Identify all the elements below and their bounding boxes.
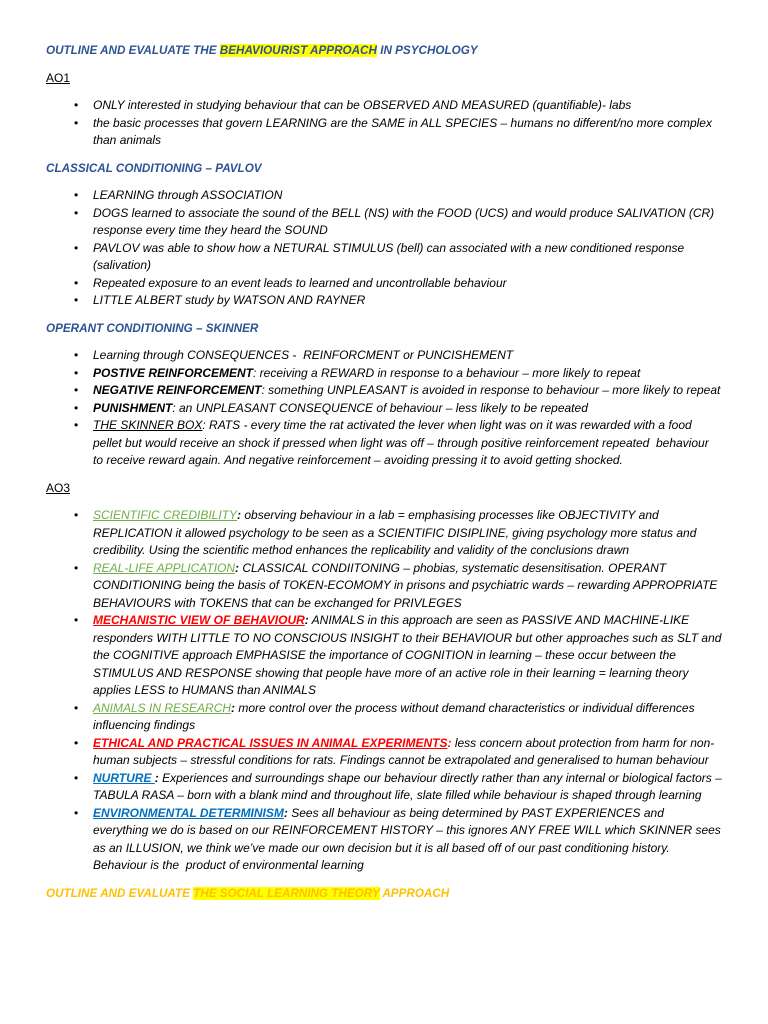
list-item-text: PAVLOV was able to show how a NETURAL STIMULUS (bell) can associated with a new conditioned response (salivation)	[93, 240, 688, 272]
ao1-list	[46, 97, 722, 150]
list-item-text: ONLY interested in studying behaviour that can be OBSERVED AND MEASURED (quantifiable)- labs	[93, 98, 632, 112]
list-item-text: Learning through CONSEQUENCES - REINFORCMENT or PUNCISHEMENT	[93, 348, 514, 362]
list-item	[93, 365, 722, 383]
label-separator: :	[231, 700, 236, 715]
list-item-text: : receiving a REWARD in response to a behaviour – more likely to repeat	[253, 365, 641, 380]
term-label: POSTIVE REINFORCEMENT	[93, 365, 254, 380]
list-item-text: : an UNPLEASANT CONSEQUENCE of behaviour – less likely to be repeated	[172, 400, 588, 415]
next-title-text-end: APPROACH	[379, 886, 450, 900]
list-item-text: : something UNPLEASANT is avoided in response to behaviour – more likely to repeat	[261, 383, 721, 397]
list-item	[93, 275, 722, 293]
list-item-text: DOGS learned to associate the sound of the BELL (NS) with the FOOD (UCS) and would produce SALIVATION (CR) response every time they heard the SOUND	[93, 205, 718, 237]
evaluation-point-label: REAL-LIFE APPLICATION	[93, 560, 236, 575]
ao1-heading: AO1	[46, 70, 71, 85]
label-separator: :	[237, 508, 242, 522]
list-item	[93, 292, 722, 310]
title-text-end: IN PSYCHOLOGY	[376, 44, 478, 57]
evaluation-point-text: ANIMALS in this approach are seen as PASSIVE AND MACHINE-LIKE responders WITH LITTLE TO NO CONSCIOUS INSIGHT to their BEHAVIOUR but other approaches such as SLT and the COGNITIVE approach EMPHASISE the importance of COGNITION in learning – these occur between the STIMULUS AND RESPONSE showing that people have more of an active role in their learning = learning theory applies LESS to HUMANS than ANIMALS	[93, 613, 725, 697]
list-item-text: LEARNING through ASSOCIATION	[93, 188, 283, 202]
evaluation-point	[93, 507, 722, 560]
term-label: PUNISHMENT	[93, 400, 173, 415]
list-item-text: : RATS - every time the rat activated the lever when light was on it was rewarded with a food pellet but would receive an shock if pressed when light was off – through positive reinforcement repeated behaviour to receive reward again. And negative reinforcement – avoiding pressing it to avoid getting shocked.	[93, 418, 713, 467]
evaluation-point-text: less concern about protection from harm for non-human subjects – stressful conditions for rats. Findings cannot be extrapolated and generalised to human behaviour	[93, 735, 715, 767]
evaluation-point-text: observing behaviour in a lab = emphasising processes like OBJECTIVITY and REPLICATION it allowed psychology to be seen as a SCIENTIFIC DISIPLINE, giving psychology more status and credibility. Using the scientific method enhances the replicability and validity of the conclusions drawn	[93, 508, 700, 557]
title-text: OUTLINE AND EVALUATE THE	[46, 44, 220, 57]
next-title-highlight: THE SOCIAL LEARNING THEORY	[193, 886, 380, 900]
label-separator: :	[235, 560, 240, 575]
evaluation-point-label: MECHANISTIC VIEW OF BEHAVIOUR	[93, 613, 305, 627]
list-item-text: LITTLE ALBERT study by WATSON AND RAYNER	[93, 293, 366, 307]
evaluation-point-text: Sees all behaviour as being determined by PAST EXPERIENCES and everything we do is based on our REINFORCEMENT HISTORY – this ignores ANY FREE WILL which SKINNER sees as an ILLUSION, we think we’ve made our own decision but it is all based off of our past conditioning history. Behaviour is the product of environmental learning	[93, 805, 725, 872]
list-item-text: the basic processes that govern LEARNING are the SAME in ALL SPECIES – humans no different/no more complex than animals	[93, 115, 716, 147]
ao3-list	[46, 507, 726, 875]
list-item	[93, 205, 722, 240]
evaluation-point	[93, 612, 725, 700]
term-label: THE SKINNER BOX	[93, 418, 203, 432]
document-title	[46, 42, 722, 60]
evaluation-point-text: more control over the process without demand characteristics or individual differences influencing findings	[93, 700, 698, 732]
ao3-heading: AO3	[46, 480, 71, 495]
label-separator: :	[447, 735, 452, 750]
operant-conditioning-list	[46, 347, 722, 470]
classical-conditioning-heading: CLASSICAL CONDITIONING – PAVLOV	[46, 161, 262, 175]
evaluation-point	[93, 735, 722, 770]
evaluation-point	[93, 700, 722, 735]
title-highlight: BEHAVIOURIST APPROACH	[219, 44, 377, 57]
list-item	[93, 347, 722, 365]
evaluation-point	[93, 560, 722, 613]
list-item	[93, 97, 722, 115]
list-item	[93, 417, 722, 470]
label-separator: :	[304, 613, 309, 627]
evaluation-point-text: Experiences and surroundings shape our behaviour directly rather than any internal or biological factors – TABULA RASA – born with a blank mind and throughout life, slate filled while behaviour is shaped through learning	[93, 770, 726, 802]
evaluation-point	[93, 805, 725, 875]
next-title-text: OUTLINE AND EVALUATE	[46, 886, 194, 900]
list-item	[93, 115, 722, 150]
list-item-text: Repeated exposure to an event leads to learned and uncontrollable behaviour	[93, 275, 507, 290]
evaluation-point	[93, 770, 726, 805]
list-item	[93, 187, 722, 205]
list-item	[93, 382, 722, 400]
evaluation-point-text: CLASSICAL CONDIITONING – phobias, systematic desensitisation. OPERANT CONDITIONING being the basis of TOKEN-ECOMOMY in prisons and psychiatric wards – rewarding APPROPRIATE BEHAVIOURS with TOKENS that can be exchanged for PRIVLEGES	[93, 560, 721, 610]
list-item	[93, 240, 722, 275]
classical-conditioning-list	[46, 187, 722, 310]
evaluation-point-label: ETHICAL AND PRACTICAL ISSUES IN ANIMAL EXPERIMENTS	[93, 735, 448, 750]
evaluation-point-label: NURTURE	[93, 770, 155, 785]
label-separator: :	[283, 805, 288, 820]
term-label: NEGATIVE REINFORCEMENT	[93, 383, 262, 397]
label-separator: :	[154, 770, 159, 785]
evaluation-point-label: ENVIRONMENTAL DETERMINISM	[93, 805, 284, 820]
list-item	[93, 400, 722, 418]
operant-conditioning-heading: OPERANT CONDITIONING – SKINNER	[46, 321, 259, 335]
evaluation-point-label: ANIMALS IN RESEARCH	[93, 700, 232, 715]
next-section-title	[46, 885, 722, 903]
evaluation-point-label: SCIENTIFIC CREDIBILITY	[93, 508, 238, 522]
